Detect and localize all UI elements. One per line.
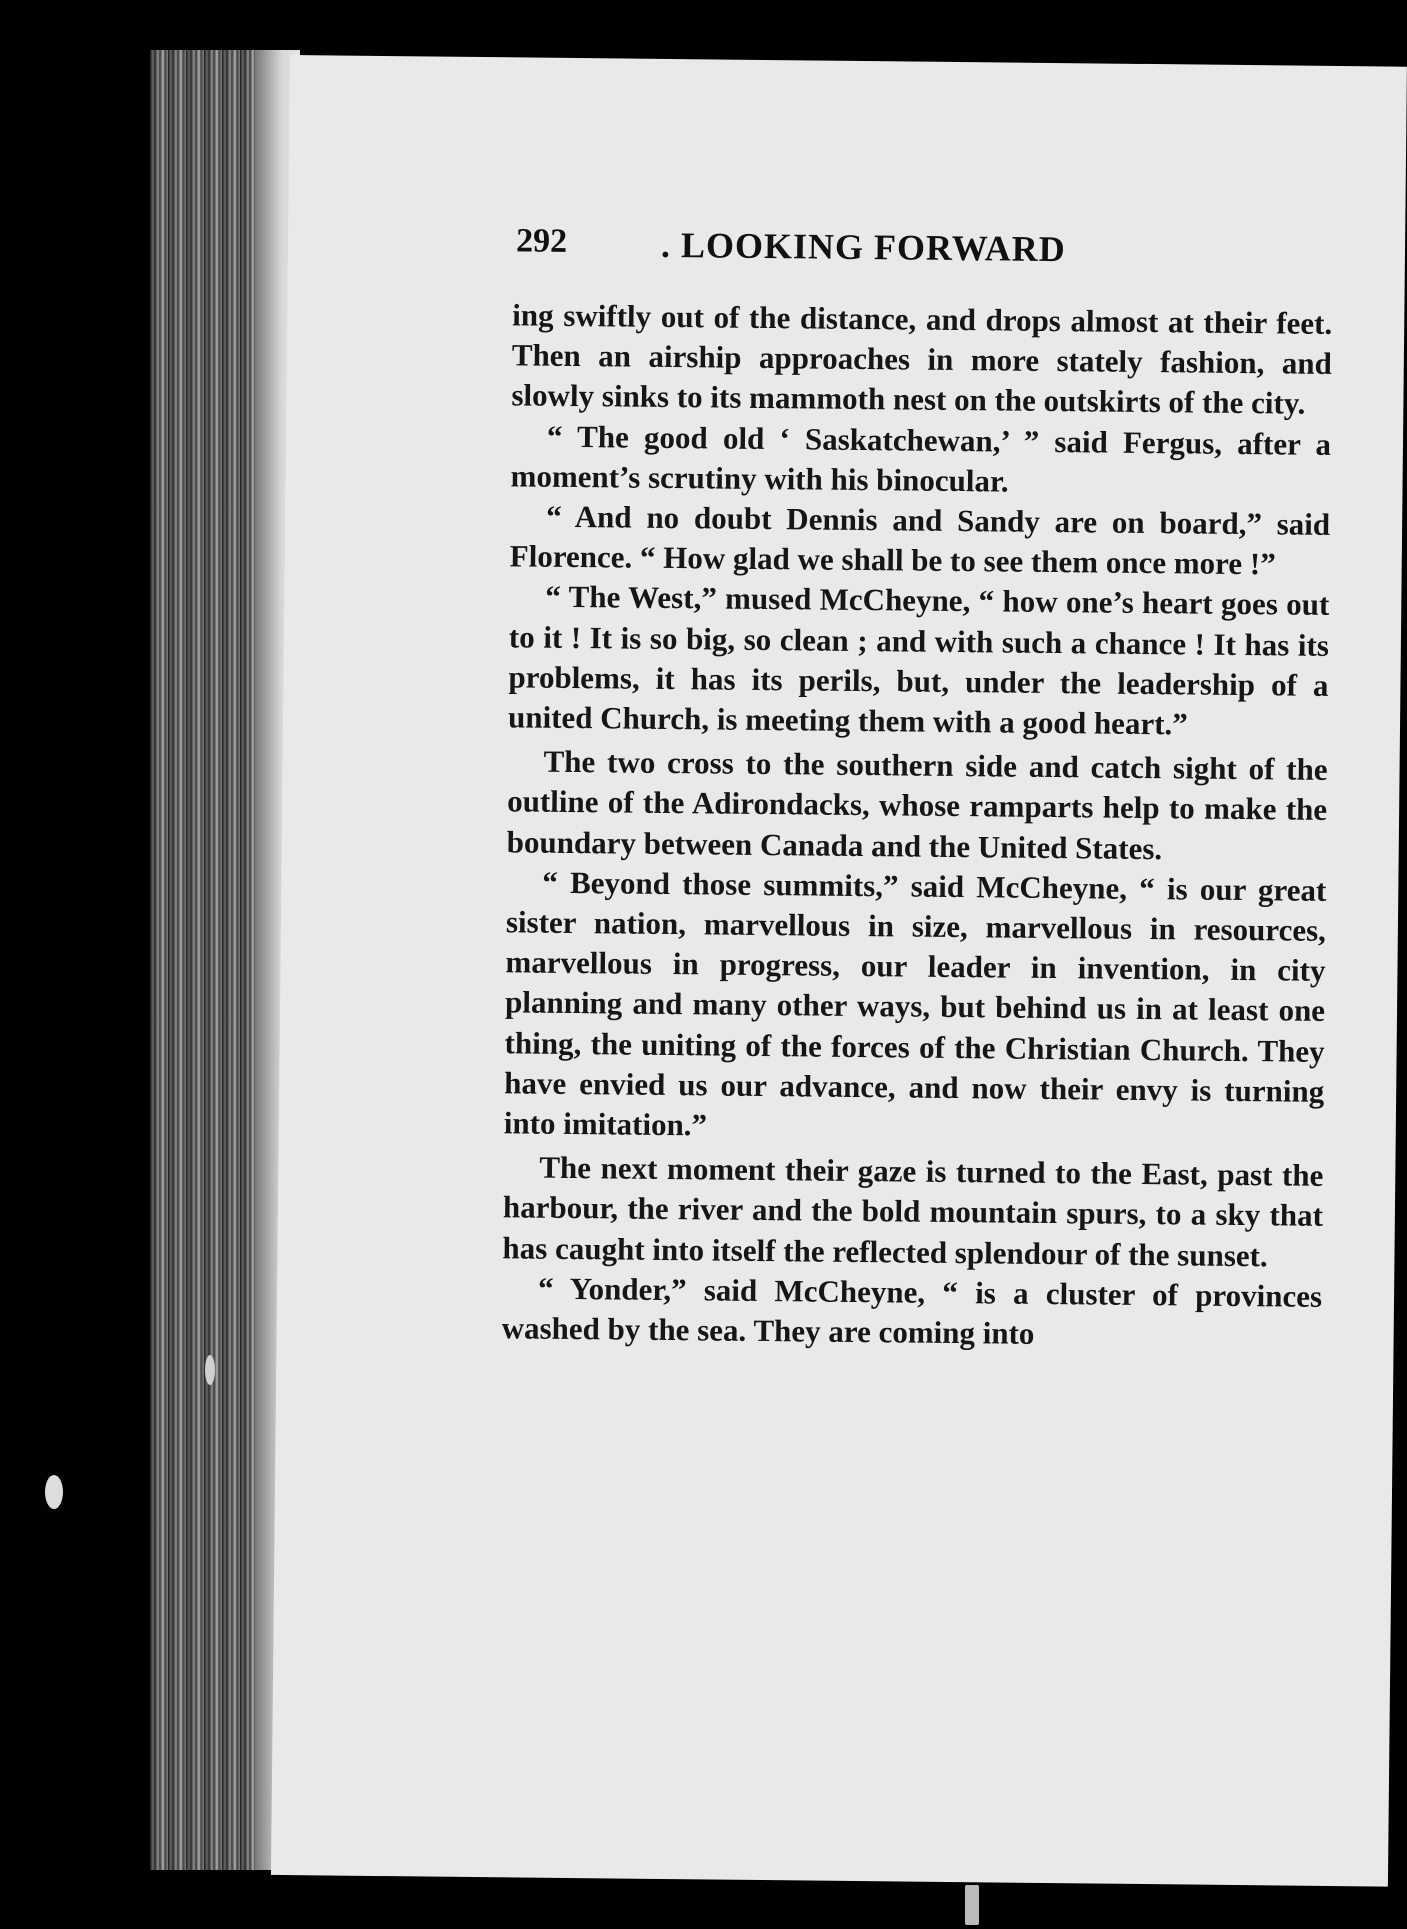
paragraph-2: “ The good old ‘ Saskatchewan,’ ” said Fergus, after a moment’s scrutiny with his binocular. [510,418,1332,499]
dust-speck [965,1885,979,1925]
page-number: 292 [515,222,568,260]
paragraph-4: “ The West,” mused McCheyne, “ how one’s heart goes out to it ! It is so big, so clean ; and with such a chance ! It has its problems, it has its perils, but, under the leadership of a united Church, is meeting them with a good heart.” [507,579,1330,742]
running-title: . LOOKING FORWARD [660,224,1066,270]
dust-speck [45,1475,63,1509]
body-text [501,295,1332,1357]
running-head [516,212,1337,291]
paragraph-7: The next moment their gaze is turned to the East, past the harbour, the river and the bold mountain spurs, to a sky that has caught into itself the reflected splendour of the sunset. [502,1149,1324,1273]
paragraph-8: “ Yonder,” said McCheyne, “ is a cluster of provinces washed by the sea. They are coming into [501,1270,1323,1351]
paragraph-6: “ Beyond those summits,” said McCheyne, “ is our great sister nation, marvellous in size, marvellous in resources, marvellous in progress, our leader in invention, in city planning and many other ways, but behind us in at least one thing, the uniting of the forces of the Christian Church. They have envied us our advance, and now their envy is turning into imitation.” [503,864,1327,1143]
dust-speck [205,1355,215,1385]
paragraph-3: “ And no doubt Dennis and Sandy are on board,” said Florence. “ How glad we shall be to see them once more !” [509,498,1331,582]
book-page [271,55,1407,1887]
paragraph-5: The two cross to the southern side and catch sight of the outline of the Adirondacks, whose ramparts help to make the boundary between Canada and the United States. [506,743,1328,866]
paragraph-1: ing swiftly out of the distance, and drops almost at their feet. Then an airship approaches in more stately fashion, and slowly sinks to its mammoth nest on the outskirts of the city. [511,297,1333,422]
